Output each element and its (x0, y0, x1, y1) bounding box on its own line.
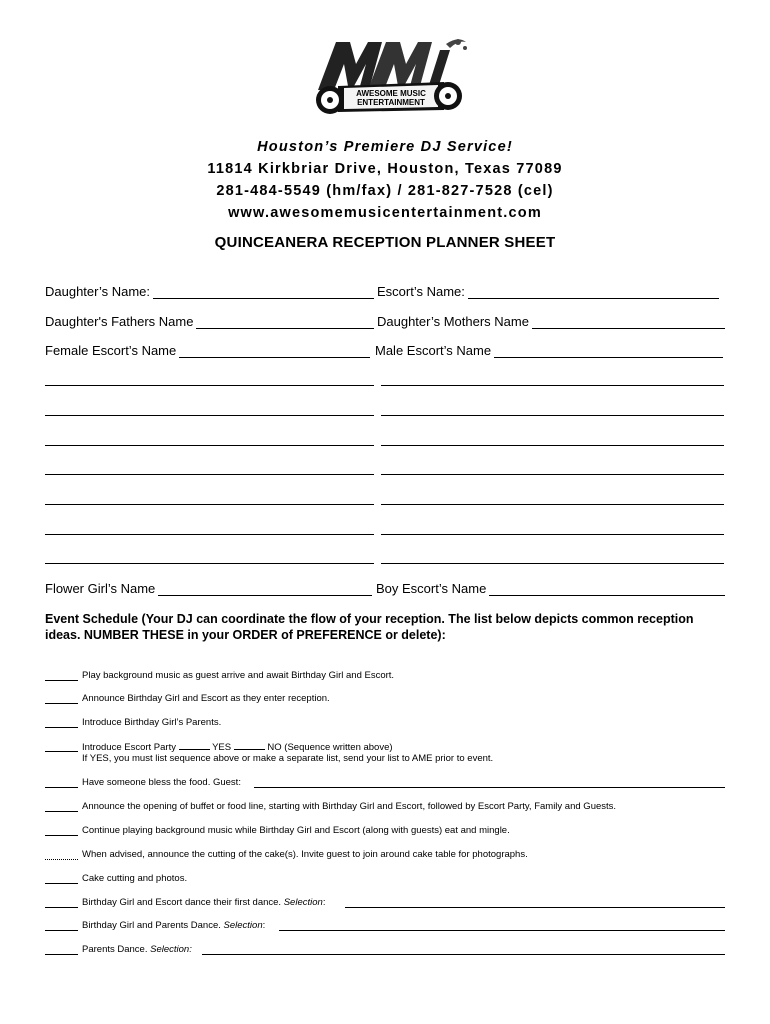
blank-line[interactable] (45, 504, 374, 505)
schedule-item-text: Play background music as guest arrive and await Birthday Girl and Escort. (82, 670, 395, 681)
order-number-blank[interactable] (45, 787, 78, 788)
order-number-blank[interactable] (45, 859, 78, 860)
selection-label: Selection: (150, 944, 192, 955)
order-number-blank[interactable] (45, 811, 78, 812)
selection-label: Selection (223, 920, 263, 931)
blank-line[interactable] (45, 474, 374, 475)
male-escorts-name-field[interactable] (375, 343, 723, 358)
order-number-blank[interactable] (45, 703, 78, 704)
schedule-item (45, 693, 725, 707)
blank-line[interactable] (45, 385, 374, 386)
daughters-fathers-name-blank[interactable] (196, 315, 374, 329)
schedule-item (45, 801, 725, 815)
company-logo (298, 30, 476, 122)
schedule-item (45, 944, 725, 958)
escort-party-note: If YES, you must list sequence above or make a separate list, send your list to AME prior to event. (82, 753, 494, 764)
blank-line[interactable] (381, 474, 724, 475)
daughters-fathers-name-field[interactable] (45, 314, 374, 329)
daughters-name-field[interactable] (45, 284, 374, 299)
parents-dance-label: Birthday Girl and Parents Dance. (82, 920, 221, 931)
names-row-4 (45, 581, 725, 599)
escort-party-label: Introduce Escort Party (82, 742, 176, 753)
names-row-2 (45, 314, 725, 332)
selection-blank[interactable] (279, 930, 725, 931)
yes-label: YES (212, 742, 232, 753)
escorts-name-field[interactable] (377, 284, 719, 299)
flower-girls-name-field[interactable] (45, 581, 372, 596)
selection-blank[interactable] (202, 954, 725, 955)
female-escorts-name-label: Female Escort’s Name (45, 343, 177, 358)
schedule-item (45, 777, 725, 791)
schedule-item (45, 920, 725, 934)
names-row-1 (45, 284, 725, 302)
event-schedule-intro (45, 611, 725, 643)
boy-escorts-name-label: Boy Escort’s Name (376, 581, 487, 596)
male-escorts-name-blank[interactable] (494, 344, 723, 358)
daughters-mothers-name-label: Daughter’s Mothers Name (377, 314, 529, 329)
flower-girls-name-blank[interactable] (158, 582, 372, 596)
event-schedule-intro-line2: ideas. NUMBER THESE in your ORDER of PREFERENCE or delete): (45, 628, 446, 642)
schedule-item-text: Announce Birthday Girl and Escort as they enter reception. (82, 693, 330, 704)
no-blank[interactable] (234, 741, 265, 750)
order-number-blank[interactable] (45, 835, 78, 836)
blank-line[interactable] (381, 445, 724, 446)
schedule-item-text: When advised, announce the cutting of the cake(s). Invite guest to join around cake table for photographs. (82, 849, 528, 860)
schedule-item-text (82, 897, 325, 908)
order-number-blank[interactable] (45, 751, 78, 752)
blank-line[interactable] (45, 563, 374, 564)
selection-colon: : (322, 897, 326, 908)
schedule-item-text: Continue playing background music while Birthday Girl and Escort (along with guests) eat and mingle. (82, 825, 510, 836)
daughters-mothers-name-blank[interactable] (532, 315, 725, 329)
schedule-item-escort-party (45, 741, 725, 767)
yes-blank[interactable] (179, 741, 210, 750)
schedule-item-text: Introduce Birthday Girl’s Parents. (82, 717, 222, 728)
schedule-item (45, 849, 725, 863)
escorts-name-blank[interactable] (468, 285, 719, 299)
tagline: Houston’s Premiere DJ Service! (257, 139, 513, 155)
order-number-blank[interactable] (45, 727, 78, 728)
order-number-blank[interactable] (45, 883, 78, 884)
schedule-item-text: Have someone bless the food. Guest: (82, 777, 241, 788)
daughters-name-blank[interactable] (153, 285, 374, 299)
logo-text-line2: ENTERTAINMENT (357, 98, 425, 107)
schedule-item (45, 873, 725, 887)
schedule-item (45, 897, 725, 911)
schedule-item (45, 670, 725, 684)
blank-line[interactable] (381, 563, 724, 564)
blank-line[interactable] (45, 445, 374, 446)
phone-numbers: 281-484-5549 (hm/fax) / 281-827-7528 (cel) (216, 183, 554, 199)
selection-colon: : (262, 920, 266, 931)
boy-escorts-name-blank[interactable] (489, 582, 725, 596)
order-number-blank[interactable] (45, 954, 78, 955)
daughters-mothers-name-field[interactable] (377, 314, 725, 329)
selection-blank[interactable] (345, 907, 725, 908)
blank-line[interactable] (381, 504, 724, 505)
guest-blank[interactable] (254, 787, 725, 788)
website: www.awesomemusicentertainment.com (228, 205, 542, 221)
schedule-item-text: Announce the opening of buffet or food line, starting with Birthday Girl and Escort, followed by Escort Party, Family and Guests. (82, 801, 617, 812)
order-number-blank[interactable] (45, 907, 78, 908)
order-number-blank[interactable] (45, 930, 78, 931)
no-label: NO (Sequence written above) (267, 742, 393, 753)
logo-text-line1: AWESOME MUSIC (356, 89, 426, 98)
female-escorts-name-field[interactable] (45, 343, 370, 358)
selection-label: Selection (283, 897, 323, 908)
blank-line[interactable] (45, 534, 374, 535)
escorts-name-label: Escort’s Name: (377, 284, 465, 299)
blank-line[interactable] (45, 415, 374, 416)
male-escorts-name-label: Male Escort’s Name (375, 343, 492, 358)
blank-line[interactable] (381, 415, 724, 416)
schedule-item (45, 825, 725, 839)
boy-escorts-name-field[interactable] (376, 581, 725, 596)
daughters-name-label: Daughter’s Name: (45, 284, 151, 299)
blank-line[interactable] (381, 385, 724, 386)
names-row-3 (45, 343, 725, 361)
schedule-item-text: Cake cutting and photos. (82, 873, 188, 884)
event-schedule-intro-line1: Event Schedule (Your DJ can coordinate the flow of your reception. The list below depicts common reception (45, 612, 694, 626)
schedule-item (45, 717, 725, 731)
schedule-item-text (82, 920, 265, 931)
parents-dance-only-label: Parents Dance. (82, 944, 148, 955)
blank-line[interactable] (381, 534, 724, 535)
order-number-blank[interactable] (45, 680, 78, 681)
female-escorts-name-blank[interactable] (179, 344, 370, 358)
flower-girls-name-label: Flower Girl’s Name (45, 581, 156, 596)
daughters-fathers-name-label: Daughter's Fathers Name (45, 314, 194, 329)
first-dance-label: Birthday Girl and Escort dance their first dance. (82, 897, 282, 908)
page-title: QUINCEANERA RECEPTION PLANNER SHEET (214, 234, 556, 251)
schedule-item-text (82, 741, 393, 753)
schedule-item-text (82, 944, 192, 955)
address: 11814 Kirkbriar Drive, Houston, Texas 77089 (207, 161, 563, 177)
